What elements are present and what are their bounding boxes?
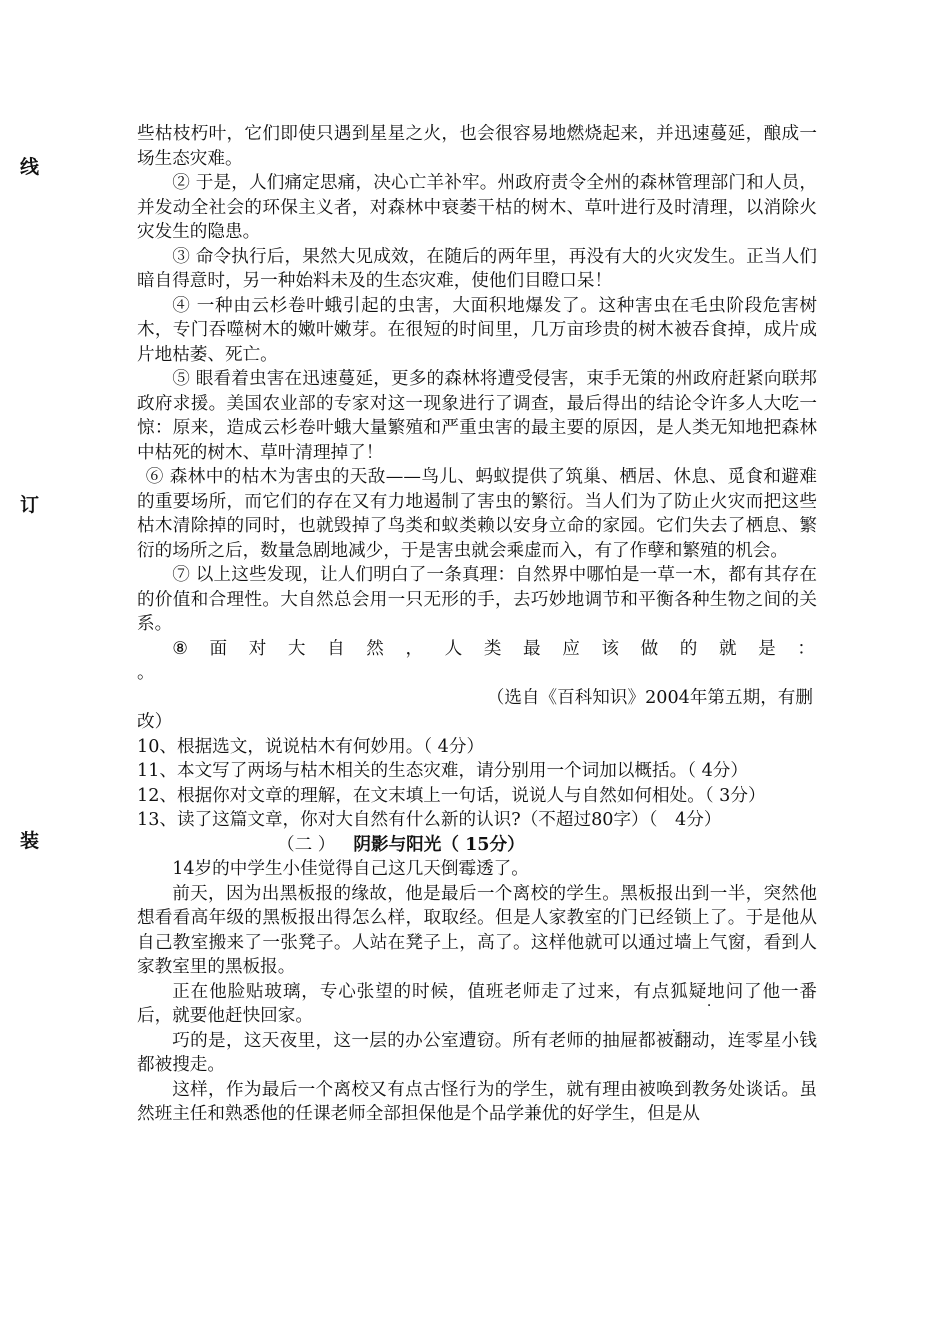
section-heading (277, 833, 817, 858)
p8-char: 自 (327, 638, 345, 659)
story-p3-text-a: 正在他脸贴玻璃，专心张望的时候，值班老师走了过来，有点 (172, 981, 671, 1002)
p8-char: 然 (366, 638, 384, 659)
p8-char: 做 (640, 638, 659, 659)
passage-paragraph-1-tail: 些枯枝朽叶，它们即使只遇到星星之火，也会很容易地燃烧起来，并迅速蔓延，酿成一场生态灾难。 (137, 124, 817, 169)
p8-char: 面 (209, 638, 228, 659)
fill-in-blank-line[interactable] (137, 637, 817, 662)
passage-paragraph-4: ④ 一种由云杉卷叶蛾引起的虫害，大面积地爆发了。这种害虫在毛虫阶段危害树木，专门吞噬树木的嫩叶嫩芽。在很短的时间里，几万亩珍贵的树木被吞食掉，成片成片地枯萎、死亡。 (137, 295, 817, 365)
question-11: 11、本文写了两场与枯木相关的生态灾难，请分别用一个词加以概括。（ 4分） (137, 761, 748, 781)
section-title: 阴影与阳光（ 15分） (353, 833, 525, 855)
question-12: 12、根据你对文章的理解，在文末填上一句话，说说人与自然如何相处。（ 3分） (137, 785, 766, 806)
story-paragraph-1: 14岁的中学生小佳觉得自己这几天倒霉透了。 (172, 859, 529, 879)
story-paragraph-2: 前天，因为出黑板报的缘故，他是最后一个离校的学生。黑板报出到一半，突然他想看看高年级的黑板报出得怎么样，取取经。但是人家教室的门已经锁上了。于是他从自己教室搬来了一张凳子。人站在凳子上，高了。这样他就可以通过墙上气窗，看到人家教室里的黑板报。 (137, 883, 817, 977)
fill-in-blank-end: 。 (137, 663, 155, 683)
p8-char: 最 (523, 638, 541, 659)
p8-char: 人 (444, 638, 463, 659)
binding-margin-char-zhuang: 装 (20, 830, 40, 852)
p8-char: 应 (562, 638, 580, 659)
source-citation: （选自《百科知识》2004年第五期，有删 (486, 687, 813, 708)
p8-char: 该 (601, 638, 620, 659)
question-10: 10、根据选文，说说枯木有何妙用。（ 4分） (137, 736, 485, 757)
p8-char: 对 (248, 638, 267, 659)
p8-char: ， (405, 638, 424, 659)
binding-margin-char-ding: 订 (20, 494, 40, 516)
exam-page (137, 122, 817, 1127)
binding-margin-char-xian: 线 (20, 156, 40, 178)
section-label: （二 ） (277, 834, 336, 855)
passage-paragraph-2: ② 于是，人们痛定思痛，决心亡羊补牢。州政府责令全州的森林管理部门和人员，并发动全社会的环保主义者，对森林中衰萎干枯的树木、草叶进行及时清理，以消除火灾发生的隐患。 (137, 173, 817, 242)
passage-paragraph-7: ⑦ 以上这些发现，让人们明白了一条真理：自然界中哪怕是一草一木，都有其存在的价值和合理性。大自然总会用一只无形的手，去巧妙地调节和平衡各种生物之间的关系。 (137, 565, 817, 634)
passage-paragraph-6: ⑥ 森林中的枯木为害虫的天敌——鸟儿、蚂蚁提供了筑巢、栖居、休息、觅食和避难的重要场所，而它们的存在又有力地遏制了害虫的繁衍。当人们为了防止火灾而把这些枯木清除掉的同时，也就毁掉了鸟类和蚁类赖以安身立命的家园。它们失去了栖息、繁衍的场所之后，数量急剧地减少，于是害虫就会乘虚而入，有了作孽和繁殖的机会。 (137, 467, 817, 561)
p8-char: 就 (718, 638, 737, 659)
p8-char: 是 (758, 638, 776, 659)
dotted-emphasis-word: 狐疑 · · (670, 982, 707, 1002)
p8-char: 大 (287, 638, 306, 659)
p8-char: 类 (483, 638, 502, 659)
p8-char: 的 (679, 638, 698, 659)
question-13: 13、读了这篇文章，你对大自然有什么新的认识?（不超过80字）（ 4分） (137, 810, 722, 830)
p8-char: ： (797, 638, 815, 659)
story-p3-text-b: 地问了他一番后，就要他赶快回家。 (137, 981, 817, 1026)
passage-paragraph-5: ⑤ 眼看着虫害在迅速蔓延，更多的森林将遭受侵害，束手无策的州政府赶紧向联邦政府求援。美国农业部的专家对这一现象进行了调查，最后得出的结论令许多人大吃一惊：原来，造成云杉卷叶蛾大量繁殖和严重虫害的最主要的原因，是人类无知地把森林中枯死的树木、草叶清理掉了！ (137, 369, 817, 463)
story-paragraph-4: 巧的是，这天夜里，这一层的办公室遭窃。所有老师的抽屉都被翻动，连零星小钱都被搜走。 (137, 1030, 817, 1075)
source-citation-end: 改） (137, 712, 173, 732)
passage-paragraph-3: ③ 命令执行后，果然大见成效，在随后的两年里，再没有大的火灾发生。正当人们暗自得意时，另一种始料未及的生态灾难，使他们目瞪口呆！ (137, 246, 817, 291)
p8-char: ⑧ (172, 638, 188, 659)
story-paragraph-3 (137, 980, 817, 1029)
story-paragraph-5: 这样，作为最后一个离校又有点古怪行为的学生，就有理由被唤到教务处谈话。虽然班主任和熟悉他的任课老师全部担保他是个品学兼优的好学生，但是从 (137, 1079, 817, 1124)
